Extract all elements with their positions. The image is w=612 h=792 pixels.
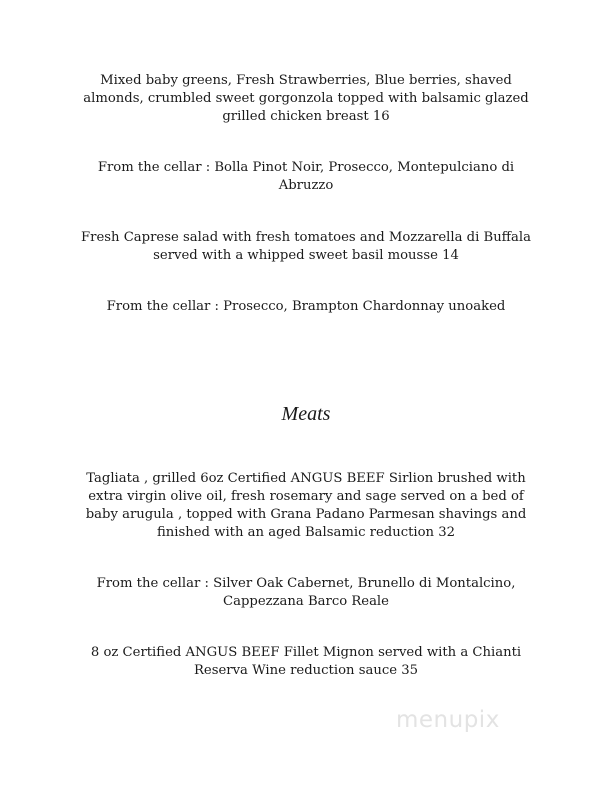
text-line: Mixed baby greens, Fresh Strawberries, Blue berries, shaved [100,73,512,88]
text-line: extra virgin olive oil, fresh rosemary and sage served on a bed of [88,489,524,504]
tagliata-wine-pairing [66,575,546,611]
text-line: Tagliata , grilled 6oz Certified ANGUS BEEF Sirlion brushed with [86,471,526,486]
menupix-watermark: menupix [396,707,500,733]
salad-chicken-description [66,72,546,126]
text-line: served with a whipped sweet basil mousse 14 [153,248,459,263]
text-line: Reserva Wine reduction sauce 35 [193,663,418,678]
text-line: 8 oz Certified ANGUS BEEF Fillet Mignon served with a Chianti [90,645,522,660]
text-line: Abruzzo [278,178,334,193]
salad-chicken-wine-pairing [66,159,546,195]
fillet-mignon-description [66,644,546,680]
text-line: Fresh Caprese salad with fresh tomatoes and Mozzarella di Buffala [81,230,531,245]
tagliata-description [66,470,546,542]
caprese-description [66,229,546,265]
text-line: From the cellar : Bolla Pinot Noir, Prosecco, Montepulciano di [97,160,515,175]
text-line: Cappezzana Barco Reale [223,594,389,609]
text-line: almonds, crumbled sweet gorgonzola topped with balsamic glazed [83,91,529,106]
text-line: baby arugula , topped with Grana Padano Parmesan shavings and [85,507,527,522]
caprese-wine-pairing [66,298,546,316]
text-line: finished with an aged Balsamic reduction 32 [156,525,456,540]
text-line: From the cellar : Prosecco, Brampton Chardonnay unoaked [106,299,506,314]
text-line: From the cellar : Silver Oak Cabernet, Brunello di Montalcino, [96,576,516,591]
text-line: grilled chicken breast 16 [222,109,390,124]
section-title-meats: Meats [281,403,331,425]
